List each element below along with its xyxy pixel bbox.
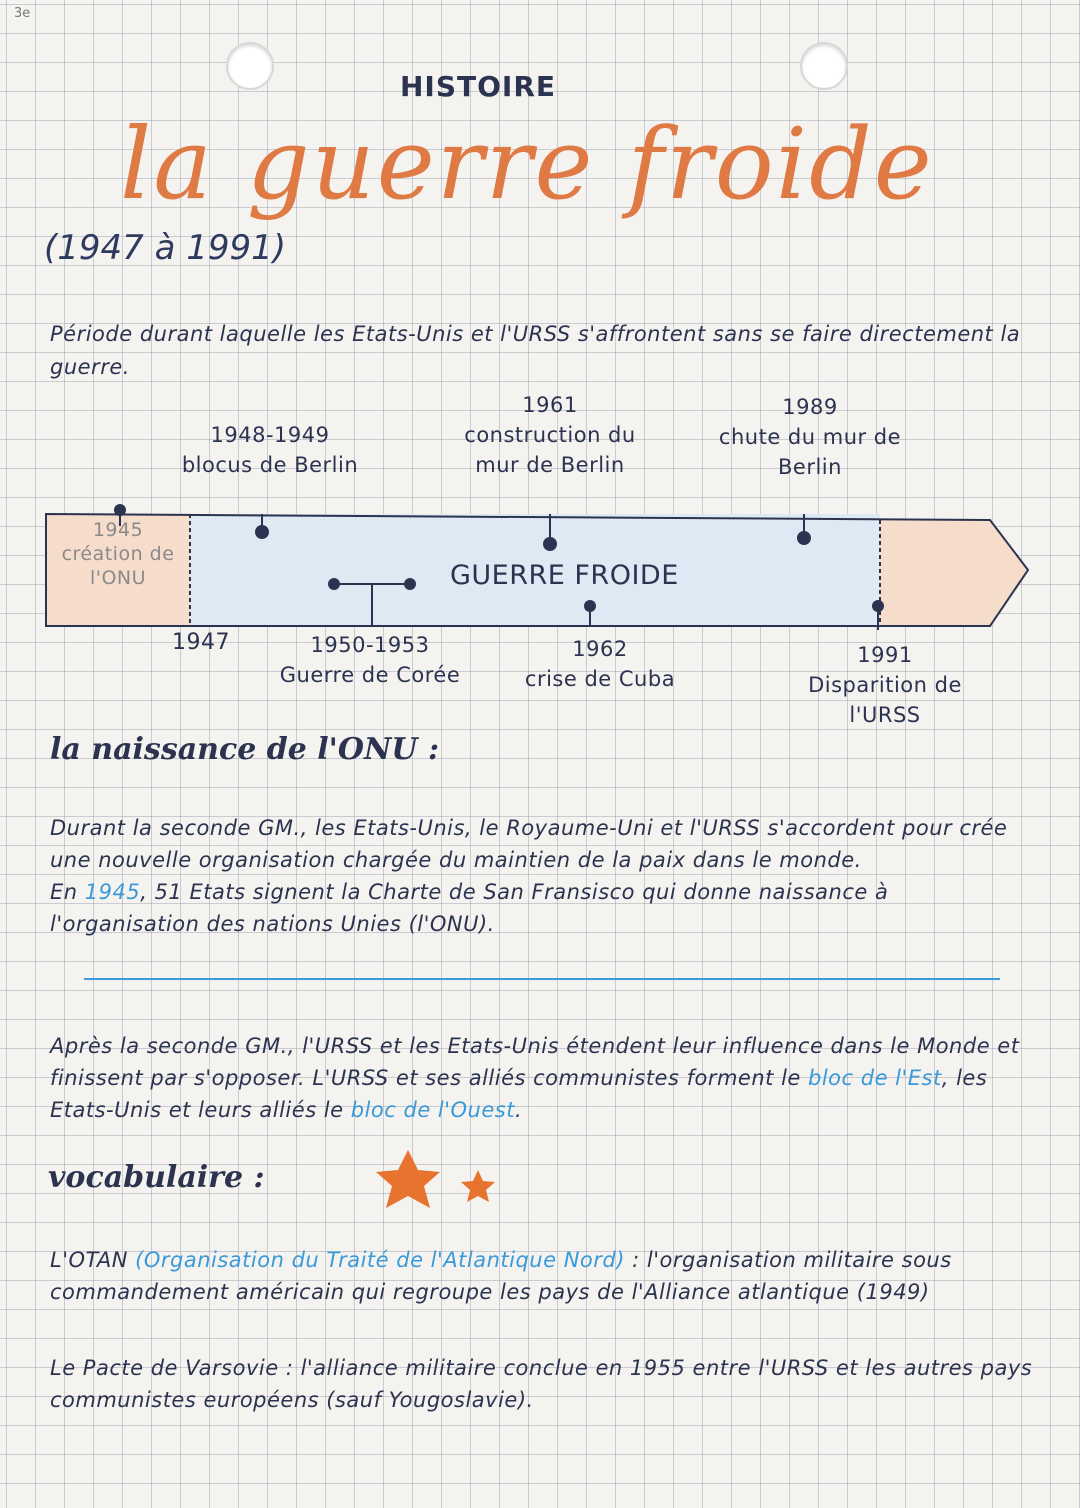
punch-hole-left [226, 42, 274, 90]
box-1945 [46, 518, 190, 590]
p2-rest: , 51 Etats signent la Charte de San Fransisco qui donne naissance à l'organisation des nations Unies (l'ONU). [50, 880, 889, 936]
event-top-1-year: 1948-1949 [210, 423, 330, 447]
event-top-2-text: construction du mur de Berlin [464, 423, 636, 477]
p3-end: . [514, 1098, 523, 1122]
subject-heading: HISTOIRE [400, 70, 557, 103]
p2-prefix: En [50, 880, 78, 904]
event-bottom-2-year: 1962 [572, 637, 628, 661]
bloc-est: bloc de l'Est [808, 1066, 942, 1090]
event-bottom-1 [270, 630, 470, 690]
timeline-arrow-head [880, 520, 1028, 626]
event-bottom-2-text: crise de Cuba [524, 667, 676, 691]
section-title-onu: la naissance de l'ONU : [50, 732, 440, 767]
event-bottom-1-text: Guerre de Corée [279, 663, 461, 687]
event-top-2 [440, 390, 660, 480]
paragraph-blocs [50, 1030, 1040, 1126]
punch-hole-right [800, 42, 848, 90]
definition-varsovie [50, 1352, 1040, 1416]
event-top-1-text: blocus de Berlin [181, 453, 359, 477]
event-bottom-3 [800, 640, 970, 730]
marker-1989 [797, 531, 811, 545]
marker-1961 [543, 537, 557, 551]
section-divider [84, 978, 1000, 980]
varsovie-year: 1955 [629, 1356, 686, 1380]
box-1945-year: 1945 [92, 519, 144, 541]
intro-text: Période durant laquelle les Etats-Unis et l'URSS s'affrontent sans se faire directement la guerre. [50, 322, 1021, 379]
otan-term: L'OTAN [50, 1248, 128, 1272]
section-title-vocab: vocabulaire : [48, 1160, 265, 1195]
varsovie-term: Le Pacte de Varsovie [50, 1356, 279, 1380]
date-range: (1947 à 1991) [44, 228, 287, 268]
p2-year: 1945 [84, 880, 141, 904]
paragraph-onu-2 [50, 876, 1040, 940]
box-1945-text: création de l'ONU [61, 543, 175, 589]
timeline-band-label: GUERRE FROIDE [450, 560, 679, 591]
event-top-3 [710, 392, 910, 482]
event-bottom-2 [500, 634, 700, 694]
event-bottom-3-text: Disparition de l'URSS [808, 673, 962, 727]
definition-otan [50, 1244, 1040, 1308]
marker-1953 [404, 578, 416, 590]
paragraph-onu-1: Durant la seconde GM., les Etats-Unis, le Royaume-Uni et l'URSS s'accordent pour crée une nouvelle organisation chargée du maintien de la paix dans le monde. [50, 816, 1008, 872]
p3-b: , les Etats-Unis et leurs alliés le [50, 1066, 988, 1122]
start-year-label: 1947 [172, 630, 230, 655]
event-top-3-year: 1989 [782, 395, 838, 419]
marker-1945 [114, 504, 126, 516]
marker-1991 [872, 600, 884, 612]
corner-mark: 3e [14, 6, 31, 21]
marker-1948 [255, 525, 269, 539]
bloc-ouest: bloc de l'Ouest [350, 1098, 515, 1122]
p3-a: Après la seconde GM., l'URSS et les Etats-Unis étendent leur influence dans le Monde et finissent par s'opposer. L'URSS et ses alliés communistes forment le [50, 1034, 1020, 1090]
event-top-3-text: chute du mur de Berlin [718, 425, 902, 479]
otan-def: : l'organisation militaire sous commandement américain qui regroupe les pays de l'Alliance atlantique (1949) [50, 1248, 952, 1304]
varsovie-def-a: : l'alliance militaire conclue en [285, 1356, 623, 1380]
event-top-2-year: 1961 [522, 393, 578, 417]
page-title: la guerre froide [120, 108, 934, 222]
event-bottom-1-year: 1950-1953 [310, 633, 430, 657]
otan-full: (Organisation du Traité de l'Atlantique Nord) [135, 1248, 625, 1272]
marker-1962 [584, 600, 596, 612]
event-bottom-3-year: 1991 [857, 643, 913, 667]
marker-1950 [328, 578, 340, 590]
event-top-1 [170, 420, 370, 480]
star-doodle-icon [368, 1146, 508, 1216]
varsovie-def-b: entre l'URSS et les autres pays communistes européens (sauf Yougoslavie). [50, 1356, 1033, 1412]
